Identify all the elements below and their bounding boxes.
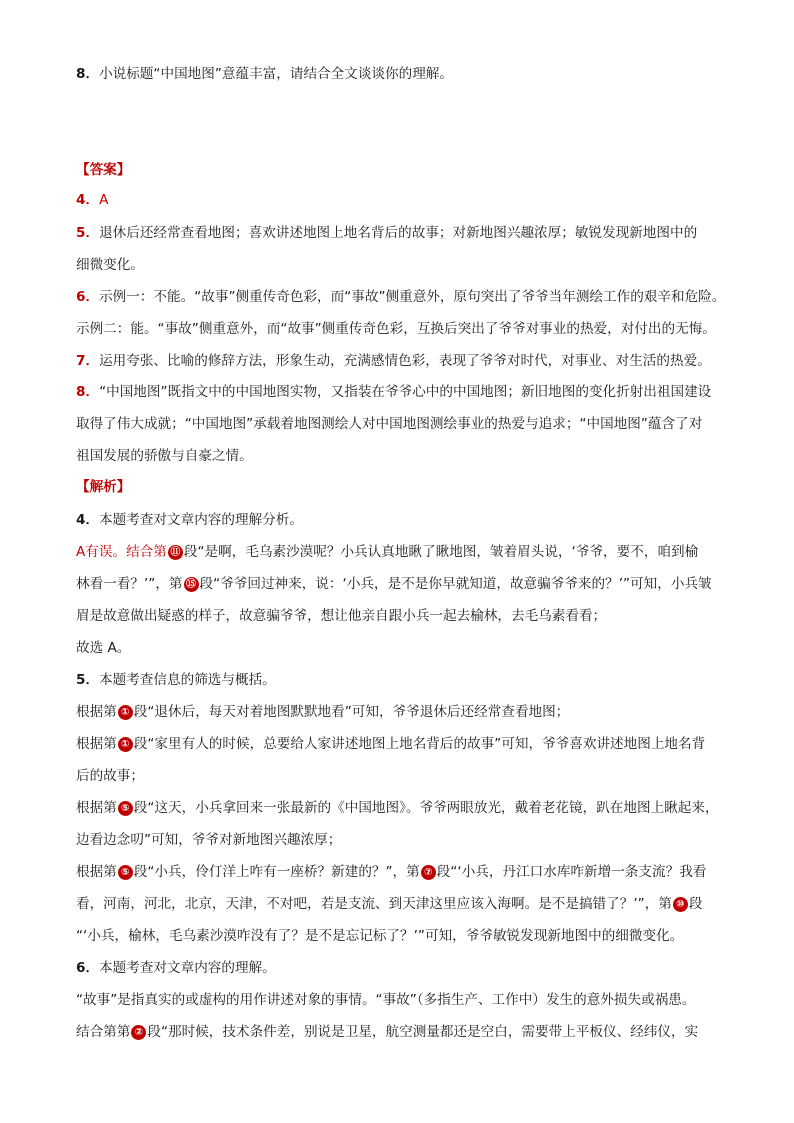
paragraph-marker: ①	[118, 705, 133, 720]
answer-6-line-1	[76, 287, 736, 307]
answer-text: A	[99, 192, 109, 208]
answer-number: 6．	[76, 289, 100, 305]
analysis-6-line-2: 结合第第 ② 段“那时候，技术条件差，别说是卫星，航空测量都还是空白，需要带上平板仪、经纬仪，实	[76, 1024, 699, 1040]
analysis-title: 本题考查对文章内容的理解。	[99, 960, 276, 976]
answer-header: 【答案】	[76, 162, 131, 178]
analysis-4-line-1: A有误。结合第 ⑪ 段“是啊，毛乌素沙漠呢？小兵认真地瞅了瞅地图，皱着眉头说，‘爷爷，要不，咱到榆	[76, 544, 699, 560]
question-text: 小说标题“中国地图”意蕴丰富，请结合全文谈谈你的理解。	[99, 66, 453, 82]
analysis-4-line-2: 林看一看？’”，第 ⑮ 段“爷爷回过神来，说：‘小兵，是不是你早就知道，故意骗爷爷来的？’”可知，小兵皱	[76, 576, 712, 592]
analysis-5-line-1: 根据第 ① 段“退休后，每天对着地图默默地看”可知，爷爷退休后还经常查看地图；	[76, 704, 570, 720]
question-8	[76, 64, 736, 84]
answer-8-line-2: 取得了伟大成就；“中国地图”承载着地图测绘人对中国地图测绘事业的热爱与追求；“中国地图”蕴含了对	[76, 416, 703, 432]
question-number: 8．	[76, 66, 100, 82]
paragraph-marker: ②	[131, 1025, 146, 1040]
analysis-title: 本题考查信息的筛选与概括。	[99, 672, 276, 688]
answer-number: 4．	[76, 192, 100, 208]
answer-4	[76, 190, 736, 210]
answer-text: “中国地图”既指文中的中国地图实物，又指装在爷爷心中的中国地图；新旧地图的变化折射出祖国建设	[99, 384, 712, 400]
analysis-6-title	[76, 958, 736, 978]
analysis-4-line-4: 故选 A。	[76, 640, 131, 656]
paragraph-marker: ⑤	[118, 865, 133, 880]
answer-number: 7．	[76, 353, 100, 369]
analysis-4-title	[76, 510, 736, 530]
analysis-5-line-8: “‘小兵，榆林，毛乌素沙漠咋没有了？是不是忘记标了？’”可知，爷爷敏锐发现新地图中的细微变化。	[76, 928, 684, 944]
answer-8-line-1	[76, 382, 736, 402]
analysis-number: 4．	[76, 512, 100, 528]
paragraph-marker: ⑦	[421, 865, 436, 880]
analysis-5-title	[76, 670, 736, 690]
answer-text: 退休后还经常查看地图；喜欢讲述地图上地名背后的故事；对新地图兴趣浓厚；敏锐发现新地图中的	[99, 225, 698, 241]
analysis-5-line-6: 根据第 ⑤ 段“小兵，伶仃洋上咋有一座桥？新建的？”，第 ⑦ 段“‘小兵，丹江口水库咋新增一条支流？我看	[76, 864, 707, 880]
answer-8-line-3: 祖国发展的骄傲与自豪之情。	[76, 448, 253, 464]
paragraph-marker: ⑩	[673, 897, 688, 912]
paragraph-marker: ⑮	[184, 577, 199, 592]
paragraph-marker: ①	[118, 737, 133, 752]
paragraph-marker: ⑪	[168, 545, 183, 560]
analysis-6-line-1: “故事”是指真实的或虚构的用作讲述对象的事情。“事故”（多指生产、工作中）发生的意外损失或祸患。	[76, 992, 696, 1008]
analysis-number: 6．	[76, 960, 100, 976]
analysis-5-line-5: 边看边念叨”可知，爷爷对新地图兴趣浓厚；	[76, 832, 342, 848]
answer-5-line-1	[76, 223, 736, 243]
answer-6-line-2: 示例二：能。“事故”侧重意外，而“故事”侧重传奇色彩，互换后突出了爷爷对事业的热爱，对付出的无悔。	[76, 321, 716, 337]
analysis-5-line-4: 根据第 ⑤ 段“这天，小兵拿回来一张最新的《中国地图》。爷爷两眼放光，戴着老花镜，趴在地图上瞅起来，	[76, 800, 719, 816]
analysis-number: 5．	[76, 672, 100, 688]
answer-text: 运用夸张、比喻的修辞方法，形象生动，充满感情色彩，表现了爷爷对时代，对事业、对生活的热爱。	[99, 353, 711, 369]
analysis-header: 【解析】	[76, 479, 131, 495]
answer-number: 8．	[76, 384, 100, 400]
answer-5-line-2: 细微变化。	[76, 257, 144, 273]
analysis-5-line-3: 后的故事；	[76, 768, 144, 784]
answer-number: 5．	[76, 225, 100, 241]
analysis-4-line-3: 眉是故意做出疑惑的样子，故意骗爷爷，想让他亲自跟小兵一起去榆林，去毛乌素看看；	[76, 608, 607, 624]
analysis-5-line-2: 根据第 ① 段“家里有人的时候，总要给人家讲述地图上地名背后的故事”可知，爷爷喜欢讲述地图上地名背	[76, 736, 706, 752]
paragraph-marker: ⑤	[118, 801, 133, 816]
analysis-5-line-7: 看，河南，河北，北京，天津，不对吧，若是支流、到天津这里应该入海啊。是不是搞错了？’”，第 ⑩ 段	[76, 896, 703, 912]
answer-text: 示例一：不能。“故事”侧重传奇色彩，而“事故”侧重意外，原句突出了爷爷当年测绘工作的艰辛和危险。	[99, 289, 726, 305]
answer-7	[76, 351, 736, 371]
analysis-title: 本题考查对文章内容的理解分析。	[99, 512, 303, 528]
